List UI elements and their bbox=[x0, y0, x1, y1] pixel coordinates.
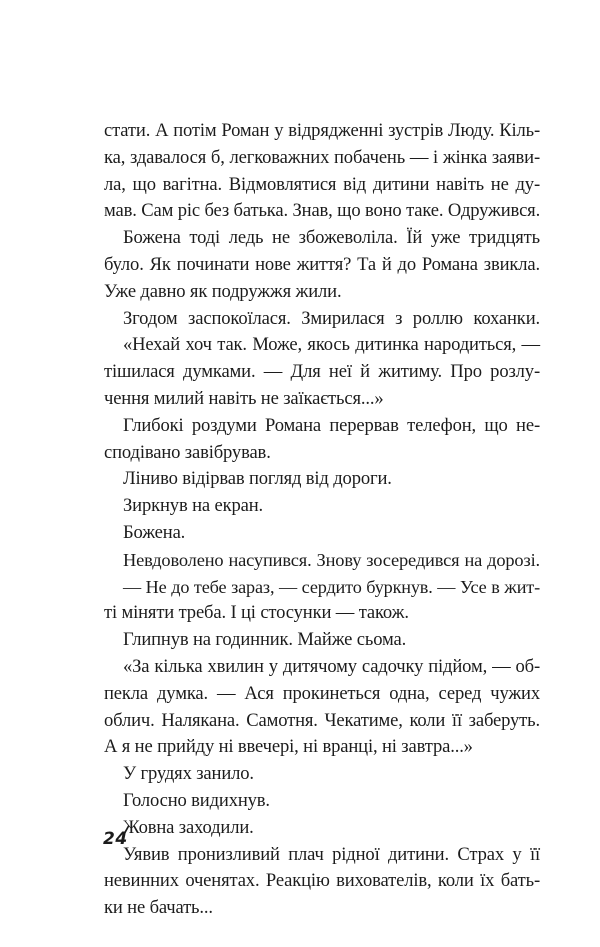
text-line: «Нехай хоч так. Може, якось дитинка народиться, — bbox=[123, 334, 540, 356]
text-line: ка, здавалося б, легковажних побачень — і жінка заяви- bbox=[104, 146, 540, 168]
text-line: ла, що вагітна. Відмовлятися від дитини навіть не ду- bbox=[104, 173, 540, 195]
text-line: сподівано завібрував. bbox=[104, 441, 271, 463]
text-line: Жовна заходили. bbox=[123, 816, 254, 838]
page-number: 24 bbox=[103, 829, 128, 849]
text-line: Божена. bbox=[123, 521, 186, 543]
text-line: мав. Сам ріс без батька. Знав, що воно таке. Одружився. bbox=[104, 200, 541, 222]
text-line: Невдоволено насупився. Знову зосередився на дорозі. bbox=[123, 549, 540, 570]
text-line: — Не до тебе зараз, — сердито буркнув. — Усе в жит- bbox=[123, 576, 540, 597]
text-line: тішилася думками. — Для неї й житиму. Про розлу- bbox=[104, 361, 540, 383]
text-line: Уявив пронизливий плач рідної дитини. Страх у її bbox=[123, 843, 540, 865]
text-line: чення милий навіть не заїкається...» bbox=[104, 387, 384, 409]
text-line: У грудях занило. bbox=[123, 763, 254, 785]
text-line: облич. Налякана. Самотня. Чекатиме, коли її заберуть. bbox=[104, 709, 540, 731]
text-line: ті міняти треба. І ці стосунки — також. bbox=[104, 602, 409, 624]
text-line: Голосно видихнув. bbox=[123, 789, 270, 811]
text-line: Глипнув на годинник. Майже сьома. bbox=[123, 629, 407, 651]
text-line: невинних оченятах. Реакцію вихователів, коли їх бать- bbox=[104, 870, 540, 892]
text-line: А я не прийду ні ввечері, ні вранці, ні завтра...» bbox=[104, 736, 473, 758]
text-line: Уже давно як подружжя жили. bbox=[104, 280, 342, 302]
text-line: було. Як починати нове життя? Та й до Романа звикла. bbox=[104, 253, 540, 275]
text-line: Зиркнув на екран. bbox=[123, 495, 264, 517]
text-line: Глибокі роздуми Романа перервав телефон, що не- bbox=[123, 414, 540, 436]
text-line: «За кілька хвилин у дитячому садочку підйом, — об- bbox=[123, 655, 540, 677]
text-line: ки не бачать... bbox=[104, 897, 213, 919]
body-text bbox=[104, 118, 540, 922]
text-line: Згодом заспокоїлася. Змирилася з роллю коханки. bbox=[123, 307, 540, 329]
text-line: стати. А потім Роман у відрядженні зустрів Люду. Кіль- bbox=[104, 120, 540, 141]
text-line: пекла думка. — Ася прокинеться одна, серед чужих bbox=[104, 682, 540, 704]
text-line: Ліниво відірвав погляд від дороги. bbox=[123, 468, 392, 490]
text-line: Божена тоді ледь не збожеволіла. Їй уже тридцять bbox=[123, 227, 540, 249]
